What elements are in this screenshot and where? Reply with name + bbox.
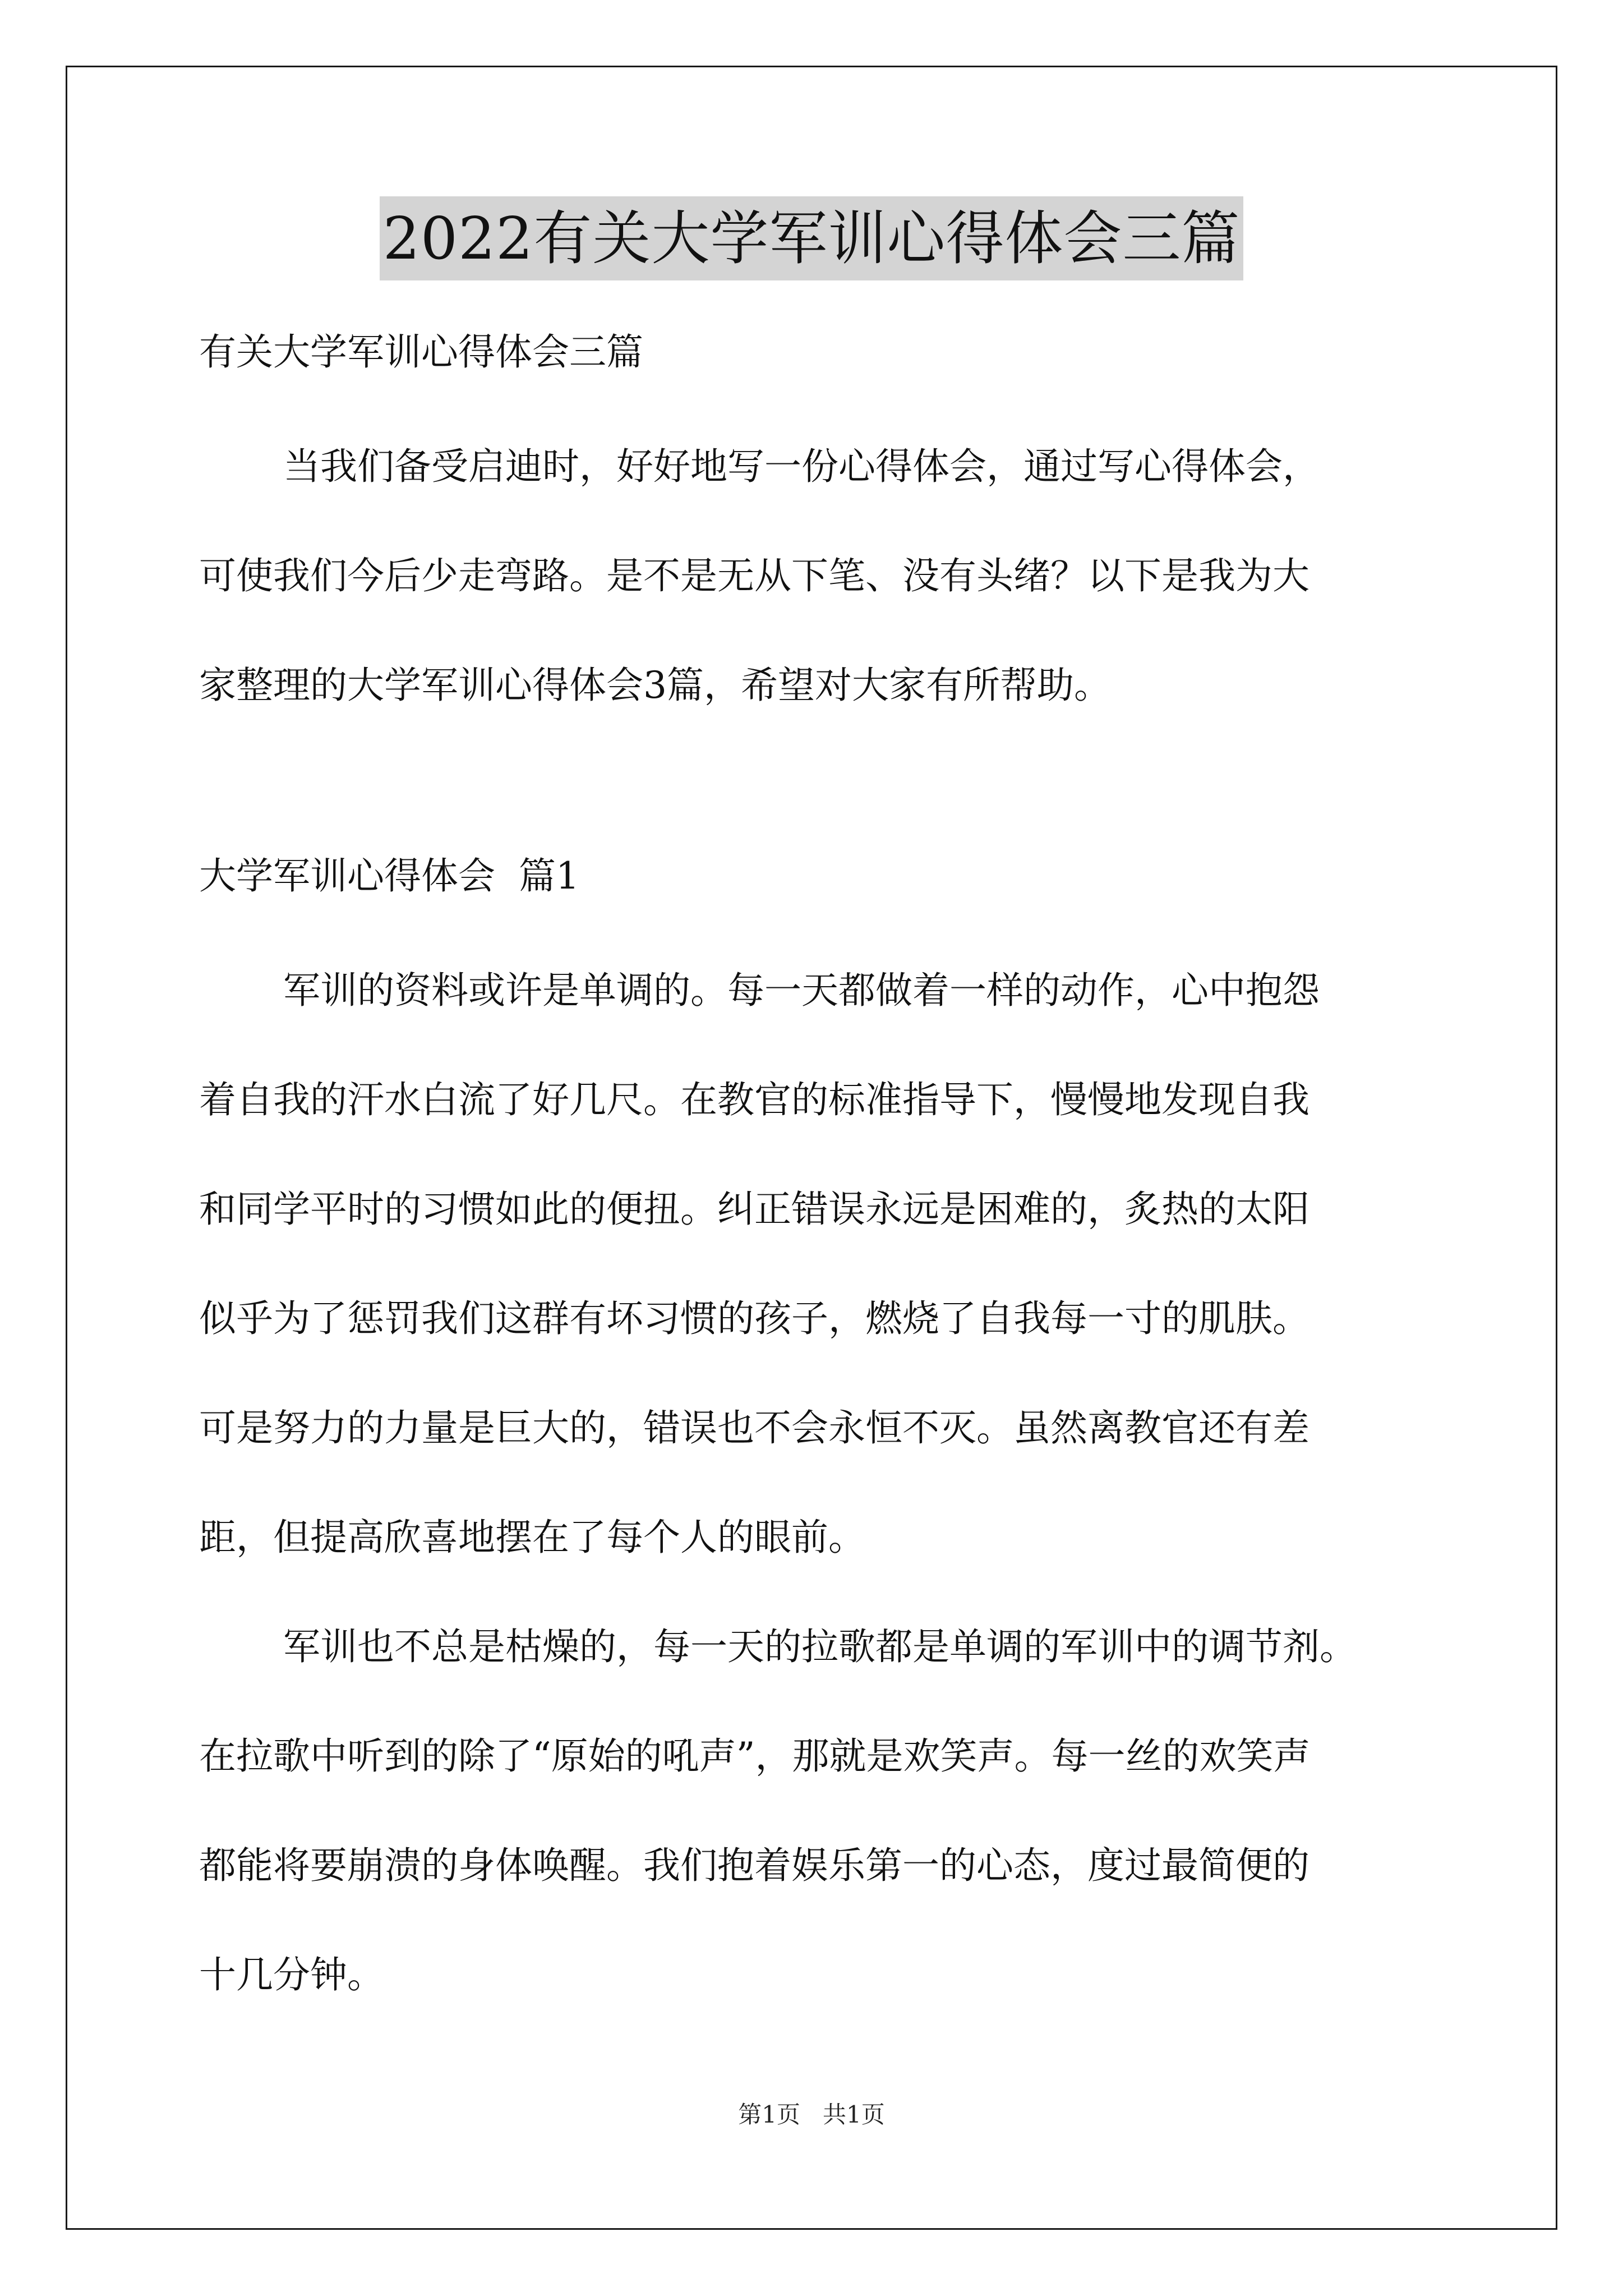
intro-line: 当我们备受启迪时，好好地写一份心得体会，通过写心得体会， <box>283 445 1320 488</box>
document-body <box>199 303 1483 2030</box>
paragraph-line: 在拉歌中听到的除了“原始的吼声”，那就是欢笑声。每一丝的欢笑声 <box>199 1734 1311 1778</box>
intro-line: 家整理的大学军训心得体会3篇，希望对大家有所帮助。 <box>199 664 1111 707</box>
document-subtitle: 有关大学军训心得体会三篇 <box>199 330 643 374</box>
paragraph-line: 似乎为了惩罚我们这群有坏习惯的孩子，燃烧了自我每一寸的肌肤。 <box>199 1297 1310 1340</box>
paragraph-line: 军训的资料或许是单调的。每一天都做着一样的动作，心中抱怨 <box>283 969 1320 1012</box>
section-heading: 大学军训心得体会 篇1 <box>199 854 579 898</box>
document-title: 2022有关大学军训心得体会三篇 <box>380 196 1244 280</box>
paragraph-line: 距，但提高欣喜地摆在了每个人的眼前。 <box>199 1516 865 1559</box>
paragraph-line: 可是努力的力量是巨大的，错误也不会永恒不灭。虽然离教官还有差 <box>199 1406 1310 1450</box>
intro-line: 可使我们今后少走弯路。是不是无从下笔、没有头绪？以下是我为大 <box>199 554 1310 597</box>
paragraph-line: 军训也不总是枯燥的，每一天的拉歌都是单调的军训中的调节剂。 <box>283 1625 1357 1668</box>
paragraph-line: 都能将要崩溃的身体唤醒。我们抱着娱乐第一的心态，度过最简便的 <box>199 1844 1310 1887</box>
paragraph-line: 和同学平时的习惯如此的便扭。纠正错误永远是困难的，炙热的太阳 <box>199 1188 1310 1231</box>
title-container <box>0 196 1623 280</box>
paragraph-1 <box>199 936 1483 1592</box>
paragraph-line: 着自我的汗水白流了好几尺。在教官的标准指导下，慢慢地发现自我 <box>199 1078 1310 1121</box>
page-number-footer: 第1页 共1页 <box>738 2101 885 2128</box>
paragraph-2 <box>199 1592 1483 2030</box>
section-spacer <box>199 740 1483 835</box>
intro-paragraph <box>199 412 1483 740</box>
paragraph-line: 十几分钟。 <box>199 1953 384 1996</box>
